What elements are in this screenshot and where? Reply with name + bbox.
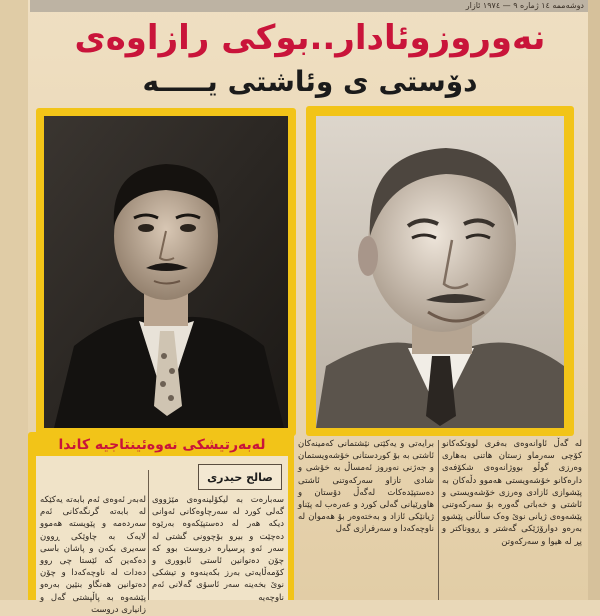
article-column-a: سەبارەت بە لیکۆلینەوەی مێژووی گەلی کورد لە سەرچاوەکانی ئەوانی دیکە هەر لە دەستپێکەوە بەرێوە دەچێت و بیرو بۆچوونی گشتی لە سەر ئەو پرسیارە دروست بوو کە چۆن دەتوانین ئاستی ئابووری و کۆمەڵایەتی بەرز بکەینەوە و تیشکی نوێ بخەینە سەر ئاسۆی گەلانی ئەم ناوچەیە — [152, 495, 284, 603]
right-portrait-illustration — [316, 116, 564, 428]
main-headline: نەوروزوئادار..بوکی رازاوەی — [74, 18, 546, 58]
sub-headline: دۆستی ی وئاشتی یـــــە — [142, 65, 478, 98]
article-headline: لەبەرتیشکی نەوەئینتاجیە کاندا — [58, 437, 266, 453]
column-divider — [148, 470, 149, 600]
column-divider — [438, 440, 439, 600]
article-column-b: لەبەر ئەوەی ئەم بابەتە یەکێکە لە بابەتە گرنگەکانی ئەم سەردەمە و پێویستە هەموو لایەک بە چاوێکی ڕوون سەیری بکەن و پاشان باسی دەکەین کە ئێستا چی روو دەدات لە ناوچەکەدا و چۆن دەتوانین هەنگاو بنێین بەرەو پێشەوە بە پاڵپشتی گەل و زانیاری دروست — [40, 495, 146, 615]
masthead-strip: دوشەممە ١٤ ژمارە ٩ — ١٩٧٤ ئازار — [30, 0, 590, 12]
article-byline: صالح حیدری — [207, 471, 273, 484]
left-portrait-illustration — [44, 116, 288, 428]
page-edge — [588, 0, 600, 600]
article-column-d: لە گەڵ ئاوانەوەی بەفری لووتکەکانو کۆچی سەرماو زستان هاتنی بەهاری وەرزی گوڵو بووژانەوەی شکۆفەی دارەکانو خۆشەویستی هەموو دڵەکان بە پێشوازی ئازادی وەرزی خۆشەویستی و ئاشتی و خەباتی گەورە بۆ سەرکەوتنی پێشەوەی ژیانی نوێ وەک ساڵانی پێشوو بەرەو دوارۆژێکی گەشتر و ڕووناکتر و پڕ لە هیوا و سەرکەوتن — [442, 439, 582, 547]
page-edge — [0, 0, 28, 600]
right-portrait-photo — [316, 116, 564, 428]
left-portrait-photo — [44, 116, 288, 428]
article-column-c: برایەتی و یەکێتی نێشتمانی کەمینەکان ئاشتی بە بۆ کوردستانی خۆشەویستمان و جەژنی نەوروز ئەمساڵ بە خۆشی و شادی تازاو سەرکەوتنی ئاشتی دەستپێدەکات لەگەڵ دۆستان و هاوڕێیانی گەلی کورد و عەرەب لە پێناو ژیانێکی ئازاد و بەختەوەر بۆ هەموان لە ناوچەکەدا و سەرفرازی گەل — [298, 439, 434, 535]
